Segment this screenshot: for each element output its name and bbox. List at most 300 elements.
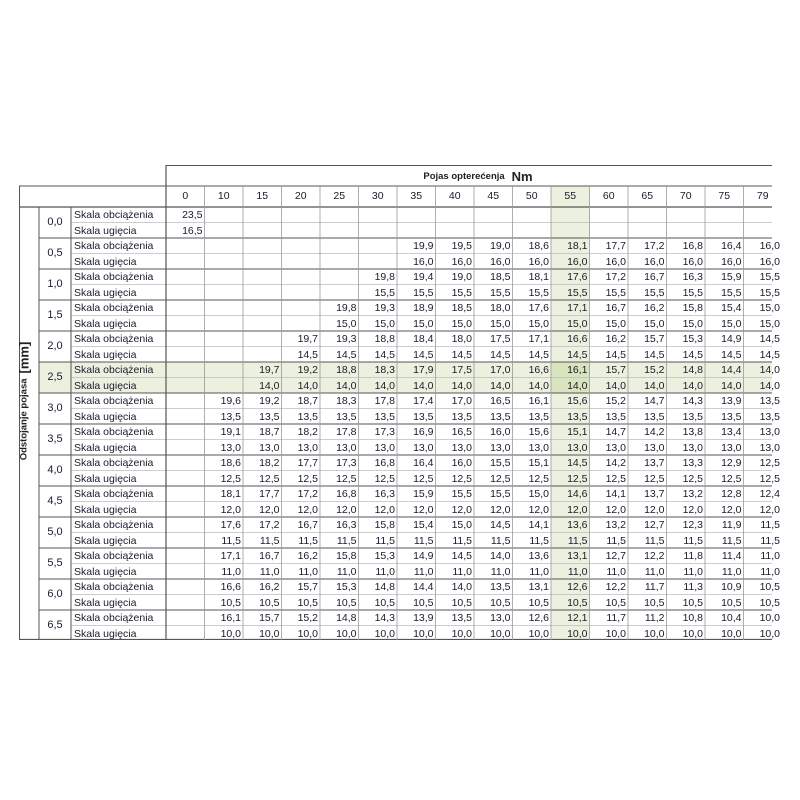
load-value-cell: 13,4 [721,426,742,438]
row-label-load: Skala obciążenia [74,271,154,283]
load-value-cell: 16,2 [605,333,626,345]
deflection-value-cell: 10,0 [297,627,318,640]
load-value-cell: 15,4 [721,302,742,314]
load-value-cell [166,331,205,347]
load-value-cell: 11,4 [721,550,742,562]
load-value-cell [205,238,244,254]
row-label-load: Skala obciążenia [74,488,154,500]
deflection-value-cell: 15,0 [413,317,434,330]
load-value-cell: 16,7 [259,550,280,562]
load-value-cell [166,579,205,595]
deflection-value-cell: 12,5 [297,472,318,485]
load-value-cell: 16,2 [644,302,665,314]
load-value-cell [243,207,282,223]
load-value-cell: 11,8 [683,550,703,562]
deflection-value-cell [320,254,359,270]
load-value-cell: 15,7 [644,333,665,345]
torque-header-60: 60 [602,190,615,202]
load-value-cell: 17,3 [374,426,395,438]
deflection-value-cell: 12,0 [644,503,665,516]
load-value-cell: 17,7 [297,457,318,469]
deflection-value-cell: 13,0 [220,441,241,454]
load-value-cell [166,486,205,502]
deflection-value-cell: 10,0 [413,627,434,640]
deflection-value-cell: 14,5 [528,348,549,361]
load-value-cell: 16,0 [759,240,780,252]
load-value-cell: 17,0 [490,364,511,376]
spacing-label: 6,0 [47,587,63,600]
load-value-cell: 19,2 [259,395,280,407]
load-value-cell: 13,0 [759,426,780,438]
load-value-cell: 14,0 [759,364,780,376]
deflection-value-cell: 10,5 [374,596,395,609]
deflection-value-cell: 11,0 [529,565,549,578]
load-value-cell [166,610,205,626]
deflection-value-cell: 10,0 [567,627,588,640]
deflection-value-cell: 12,0 [682,503,703,516]
load-value-cell [397,207,436,223]
load-value-cell [551,207,590,223]
load-value-cell: 15,9 [413,488,434,500]
deflection-value-cell: 10,5 [567,596,588,609]
deflection-value-cell: 14,5 [682,348,703,361]
deflection-value-cell: 10,0 [259,627,280,640]
load-value-cell: 15,8 [336,550,357,562]
row-label-load: Skala obciążenia [74,395,154,407]
torque-header-75: 75 [718,190,731,202]
load-value-cell: 17,1 [528,333,549,345]
deflection-value-cell: 10,0 [490,627,511,640]
deflection-value-cell: 13,5 [413,410,434,423]
load-value-cell: 16,5 [451,426,472,438]
deflection-value-cell: 12,5 [374,472,395,485]
deflection-value-cell: 15,0 [644,317,665,330]
row-label-load: Skala obciążenia [74,550,154,562]
load-value-cell: 19,9 [413,240,434,252]
deflection-value-cell: 11,5 [760,534,780,547]
deflection-value-cell: 13,0 [682,441,703,454]
deflection-value-cell [205,347,244,363]
deflection-value-cell: 15,5 [490,286,511,299]
deflection-value-cell: 11,5 [567,534,588,547]
deflection-value-cell: 11,5 [644,534,665,547]
deflection-value-cell [166,316,205,332]
deflection-value-cell: 12,0 [374,503,395,516]
load-value-cell: 17,6 [528,302,549,314]
load-value-cell: 12,2 [644,550,665,562]
deflection-value-cell: 10,0 [605,627,626,640]
deflection-value-cell: 16,0 [605,255,626,268]
load-value-cell: 16,8 [682,240,703,252]
row-label-deflection: Skala ugięcia [74,534,137,547]
load-value-cell: 13,5 [451,612,472,624]
load-value-cell [205,207,244,223]
row-label-deflection: Skala ugięcia [74,565,137,578]
load-value-cell: 16,9 [413,426,434,438]
load-value-cell [705,207,744,223]
deflection-value-cell: 14,5 [413,348,434,361]
deflection-value-cell [397,223,436,239]
deflection-value-cell: 12,5 [528,472,549,485]
row-label-load: Skala obciążenia [74,333,154,345]
load-value-cell: 18,6 [220,457,241,469]
deflection-value-cell: 14,0 [413,379,434,392]
deflection-value-cell: 13,0 [374,441,395,454]
deflection-value-cell: 10,5 [297,596,318,609]
load-value-cell: 15,5 [451,488,472,500]
deflection-value-cell: 12,5 [451,472,472,485]
deflection-value-cell [744,223,783,239]
deflection-value-cell: 12,0 [259,503,280,516]
deflection-value-cell: 16,0 [490,255,511,268]
deflection-value-cell: 15,0 [336,317,357,330]
deflection-value-cell: 10,0 [721,627,742,640]
deflection-value-cell: 12,0 [605,503,626,516]
deflection-value-cell: 11,0 [490,565,511,578]
load-value-cell: 17,5 [490,333,511,345]
load-value-cell: 15,6 [567,395,588,407]
load-value-cell: 14,1 [605,488,626,500]
deflection-value-cell: 15,5 [644,286,665,299]
deflection-value-cell: 15,0 [721,317,742,330]
deflection-value-cell: 15,5 [567,286,588,299]
row-label-deflection: Skala ugięcia [74,627,137,640]
deflection-value-cell: 12,5 [682,472,703,485]
deflection-value-cell: 15,0 [759,317,780,330]
deflection-value-cell: 16,5 [182,224,203,237]
row-label-load: Skala obciążenia [74,240,154,252]
load-value-cell: 14,5 [759,333,780,345]
deflection-value-cell: 15,5 [682,286,703,299]
deflection-value-cell: 12,0 [528,503,549,516]
torque-header-30: 30 [371,190,384,202]
deflection-value-cell: 14,0 [567,379,588,392]
deflection-value-cell: 11,5 [721,534,742,547]
load-value-cell: 13,2 [605,519,626,531]
torque-header-50: 50 [525,190,538,202]
deflection-value-cell: 12,0 [413,503,434,516]
deflection-value-cell [667,223,706,239]
deflection-value-cell: 16,0 [721,255,742,268]
load-value-cell: 12,7 [644,519,665,531]
spacing-label: 2,5 [47,370,63,383]
load-value-cell [243,238,282,254]
load-value-cell: 18,9 [413,302,434,314]
load-value-cell: 17,7 [605,240,626,252]
row-label-deflection: Skala ugięcia [74,255,137,268]
deflection-value-cell: 16,0 [644,255,665,268]
deflection-value-cell: 11,5 [336,534,357,547]
deflection-value-cell: 12,5 [413,472,434,485]
deflection-value-cell: 10,0 [374,627,395,640]
deflection-value-cell [166,502,205,518]
deflection-value-cell: 11,0 [298,565,318,578]
deflection-value-cell [166,409,205,425]
load-value-cell: 16,7 [297,519,318,531]
load-value-cell: 12,7 [605,550,626,562]
deflection-value-cell: 15,0 [528,317,549,330]
deflection-value-cell: 11,5 [606,534,626,547]
row-label-load: Skala obciążenia [74,612,154,624]
load-value-cell: 19,0 [451,271,472,283]
deflection-value-cell: 16,0 [451,255,472,268]
deflection-value-cell: 12,0 [220,503,241,516]
deflection-value-cell: 12,5 [490,472,511,485]
load-value-cell: 17,2 [644,240,665,252]
deflection-value-cell: 12,5 [605,472,626,485]
load-value-cell: 14,2 [644,426,665,438]
torque-header-10: 10 [217,190,230,202]
load-value-cell [205,362,244,378]
torque-header-35: 35 [410,190,423,202]
deflection-value-cell: 10,5 [682,596,703,609]
load-value-cell: 18,2 [259,457,280,469]
deflection-value-cell: 14,0 [374,379,395,392]
deflection-value-cell: 11,0 [683,565,703,578]
load-value-cell: 19,0 [490,240,511,252]
deflection-value-cell: 13,0 [297,441,318,454]
load-value-cell: 17,3 [336,457,357,469]
load-value-cell: 16,6 [220,581,241,593]
deflection-value-cell: 13,5 [605,410,626,423]
load-value-cell: 18,0 [451,333,472,345]
load-value-cell: 10,8 [682,612,703,624]
deflection-value-cell: 11,0 [721,565,742,578]
deflection-value-cell [166,378,205,394]
load-value-cell: 19,8 [336,302,357,314]
spacing-label: 4,5 [47,494,63,507]
load-value-cell: 13,7 [644,457,665,469]
deflection-value-cell [243,285,282,301]
load-value-cell: 11,7 [606,612,626,624]
deflection-value-cell: 11,5 [490,534,511,547]
deflection-value-cell: 14,5 [490,348,511,361]
deflection-value-cell: 15,0 [567,317,588,330]
deflection-value-cell: 12,0 [336,503,357,516]
load-value-cell: 15,5 [490,488,511,500]
load-value-cell: 19,3 [374,302,395,314]
load-value-cell: 13,0 [490,612,511,624]
deflection-value-cell: 12,5 [220,472,241,485]
deflection-value-cell: 13,5 [490,410,511,423]
deflection-value-cell: 13,5 [721,410,742,423]
torque-header-70: 70 [679,190,692,202]
load-value-cell: 14,5 [567,457,588,469]
deflection-value-cell: 16,0 [413,255,434,268]
deflection-value-cell: 15,5 [451,286,472,299]
deflection-value-cell: 13,0 [528,441,549,454]
load-value-cell: 14,0 [451,581,472,593]
deflection-value-cell: 12,5 [721,472,742,485]
deflection-value-cell: 11,0 [375,565,395,578]
load-value-cell [320,238,359,254]
deflection-value-cell: 16,0 [567,255,588,268]
deflection-value-cell: 13,0 [490,441,511,454]
deflection-value-cell: 10,5 [721,596,742,609]
deflection-value-cell: 11,0 [413,565,434,578]
deflection-value-cell: 10,5 [259,596,280,609]
load-value-cell: 18,5 [451,302,472,314]
spacing-label: 3,0 [47,401,63,414]
deflection-value-cell [590,223,629,239]
deflection-value-cell: 13,5 [259,410,280,423]
deflection-value-cell: 11,0 [259,565,280,578]
deflection-value-cell: 15,0 [490,317,511,330]
load-value-cell: 17,8 [374,395,395,407]
load-value-cell: 15,3 [682,333,703,345]
deflection-value-cell: 10,0 [451,627,472,640]
spacing-label: 0,0 [47,215,63,228]
load-value-cell: 15,3 [336,581,357,593]
deflection-value-cell: 11,5 [413,534,434,547]
load-value-cell [166,300,205,316]
deflection-value-cell: 11,5 [452,534,472,547]
load-value-cell: 17,4 [413,395,434,407]
deflection-value-cell: 11,0 [336,565,357,578]
deflection-value-cell: 15,5 [413,286,434,299]
deflection-value-cell [166,471,205,487]
deflection-value-cell [320,285,359,301]
deflection-value-cell: 13,0 [451,441,472,454]
load-value-cell [513,207,552,223]
deflection-value-cell: 14,5 [374,348,395,361]
deflection-value-cell: 11,5 [221,534,241,547]
load-value-cell: 16,8 [336,488,357,500]
deflection-value-cell: 14,0 [259,379,280,392]
spacing-label: 0,5 [47,246,63,259]
row-label-deflection: Skala ugięcia [74,286,137,299]
row-label-deflection: Skala ugięcia [74,472,137,485]
load-value-cell: 16,4 [413,457,434,469]
load-value-cell: 15,3 [374,550,395,562]
load-value-cell [590,207,629,223]
deflection-value-cell [243,254,282,270]
load-value-cell: 13,5 [759,395,780,407]
deflection-value-cell: 14,0 [721,379,742,392]
axis-title-text: Odstojanje pojasa [18,378,30,461]
load-value-cell [282,207,321,223]
deflection-value-cell: 15,5 [605,286,626,299]
deflection-value-cell: 12,5 [259,472,280,485]
row-label-load: Skala obciążenia [74,426,154,438]
load-value-cell: 12,6 [567,581,588,593]
load-value-cell: 14,6 [567,488,588,500]
load-value-cell: 16,6 [528,364,549,376]
load-value-cell: 12,2 [605,581,626,593]
load-value-cell: 13,6 [528,550,549,562]
load-value-cell [166,362,205,378]
deflection-value-cell: 14,5 [644,348,665,361]
load-value-cell: 11,3 [683,581,703,593]
deflection-value-cell [166,347,205,363]
deflection-value-cell: 14,0 [528,379,549,392]
deflection-value-cell [166,533,205,549]
load-value-cell: 11,5 [760,519,780,531]
deflection-value-cell [513,223,552,239]
load-value-cell: 17,6 [220,519,241,531]
load-value-cell: 23,5 [182,209,203,221]
deflection-value-cell [320,223,359,239]
load-value-cell: 13,2 [682,488,703,500]
deflection-value-cell: 15,0 [682,317,703,330]
deflection-value-cell: 10,5 [451,596,472,609]
load-value-cell: 13,9 [413,612,434,624]
load-value-cell: 16,1 [220,612,241,624]
spacing-label: 5,0 [47,525,63,538]
load-value-cell: 19,1 [220,426,241,438]
load-value-cell [359,238,398,254]
load-value-cell: 12,3 [682,519,703,531]
load-value-cell: 15,6 [528,426,549,438]
deflection-value-cell [705,223,744,239]
deflection-value-cell: 16,0 [759,255,780,268]
load-value-cell: 15,0 [528,488,549,500]
deflection-value-cell: 14,0 [336,379,357,392]
load-value-cell: 14,2 [605,457,626,469]
deflection-value-cell: 14,5 [721,348,742,361]
load-value-cell: 18,1 [220,488,241,500]
load-value-cell: 13,9 [721,395,742,407]
load-value-cell: 19,2 [297,364,318,376]
load-value-cell: 15,2 [297,612,318,624]
deflection-value-cell: 15,5 [759,286,780,299]
load-value-cell [205,269,244,285]
deflection-value-cell: 13,5 [220,410,241,423]
deflection-value-cell: 13,5 [374,410,395,423]
load-value-cell: 12,8 [721,488,742,500]
deflection-value-cell: 11,0 [221,565,241,578]
deflection-value-cell: 14,0 [451,379,472,392]
load-value-cell: 16,3 [682,271,703,283]
deflection-value-cell [474,223,513,239]
deflection-value-cell: 10,0 [759,627,780,640]
axis-title [13,341,35,461]
load-value-cell: 17,6 [567,271,588,283]
load-value-cell: 15,2 [605,395,626,407]
deflection-value-cell: 13,5 [567,410,588,423]
deflection-value-cell: 13,0 [721,441,742,454]
spacing-label: 3,5 [47,432,63,445]
load-value-cell: 19,5 [451,240,472,252]
torque-header-79: 79 [756,190,769,202]
deflection-value-cell: 10,5 [759,596,780,609]
load-value-cell: 18,5 [490,271,511,283]
torque-header-20: 20 [294,190,307,202]
load-value-cell [243,269,282,285]
deflection-value-cell: 12,0 [567,503,588,516]
load-value-cell: 10,5 [759,581,780,593]
load-value-cell: 18,3 [336,395,357,407]
deflection-value-cell: 14,0 [297,379,318,392]
spacing-label: 5,5 [47,556,63,569]
deflection-value-cell: 11,0 [606,565,626,578]
torque-header-55: 55 [564,190,577,202]
deflection-value-cell: 13,0 [336,441,357,454]
load-value-cell: 17,0 [451,395,472,407]
row-label-deflection: Skala ugięcia [74,410,137,423]
deflection-value-cell: 10,5 [413,596,434,609]
deflection-value-cell [205,316,244,332]
row-label-load: Skala obciążenia [74,457,154,469]
load-value-cell: 17,2 [297,488,318,500]
load-value-cell [474,207,513,223]
load-value-cell: 12,1 [567,612,588,624]
load-value-cell: 19,3 [336,333,357,345]
load-value-cell: 12,4 [759,488,780,500]
deflection-value-cell [243,223,282,239]
deflection-value-cell [205,378,244,394]
load-value-cell [282,300,321,316]
